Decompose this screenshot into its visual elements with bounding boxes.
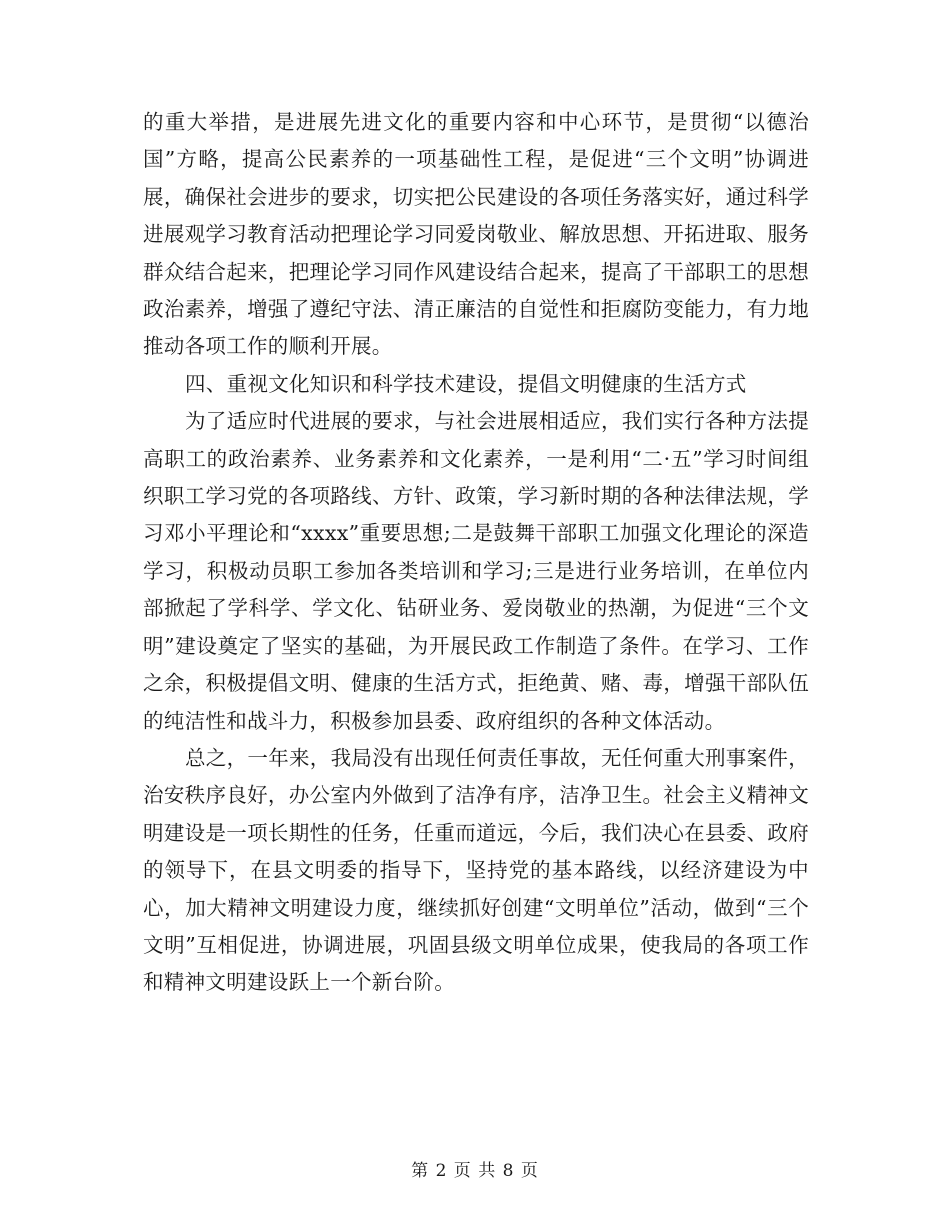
section-heading: 四、重视文化知识和科学技术建设，提倡文明健康的生活方式: [185, 371, 747, 396]
paragraph-education: 为了适应时代进展的要求，与社会进展相适应，我们实行各种方法提高职工的政治素养、业务素养和文化素养，一是利用“二·五”学习时间组织职工学习党的各项路线、方针、政策，学习新时期的各种法律法规，学习邓小平理论和“xxxx”重要思想;二是鼓舞干部职工加强文化理论的深造学习，积极动员职工参加各类培训和学习;三是进行业务培训，在单位内部掀起了学科学、学文化、钻研业务、爱岗敬业的热潮，为促进“三个文明”建设奠定了坚实的基础，为开展民政工作制造了条件。在学习、工作之余，积极提倡文明、健康的生活方式，拒绝黄、赌、毒，增强干部队伍的纯洁性和战斗力，积极参加县委、政府组织的各种文体活动。: [143, 409, 809, 733]
document-body: [143, 104, 809, 1002]
paragraph-continuation: 的重大举措，是进展先进文化的重要内容和中心环节，是贯彻“以德治国”方略，提高公民素养的一项基础性工程，是促进“三个文明”协调进展，确保社会进步的要求，切实把公民建设的各项任务落实好，通过科学进展观学习教育活动把理论学习同爱岗敬业、解放思想、开拓进取、服务群众结合起来，把理论学习同作风建设结合起来，提高了干部职工的思想政治素养，增强了遵纪守法、清正廉洁的自觉性和拒腐防变能力，有力地推动各项工作的顺利开展。: [143, 110, 809, 359]
paragraph-conclusion: 总之，一年来，我局没有出现任何责任事故，无任何重大刑事案件，治安秩序良好，办公室内外做到了洁净有序，洁净卫生。社会主义精神文明建设是一项长期性的任务，任重而道远，今后，我们决心在县委、政府的领导下，在县文明委的指导下，坚持党的基本路线，以经济建设为中心，加大精神文明建设力度，继续抓好创建“文明单位”活动，做到“三个文明”互相促进，协调进展，巩固县级文明单位成果，使我局的各项工作和精神文明建设跃上一个新台阶。: [143, 745, 809, 995]
page-number-footer: 第 2 页 共 8 页: [411, 1161, 539, 1181]
